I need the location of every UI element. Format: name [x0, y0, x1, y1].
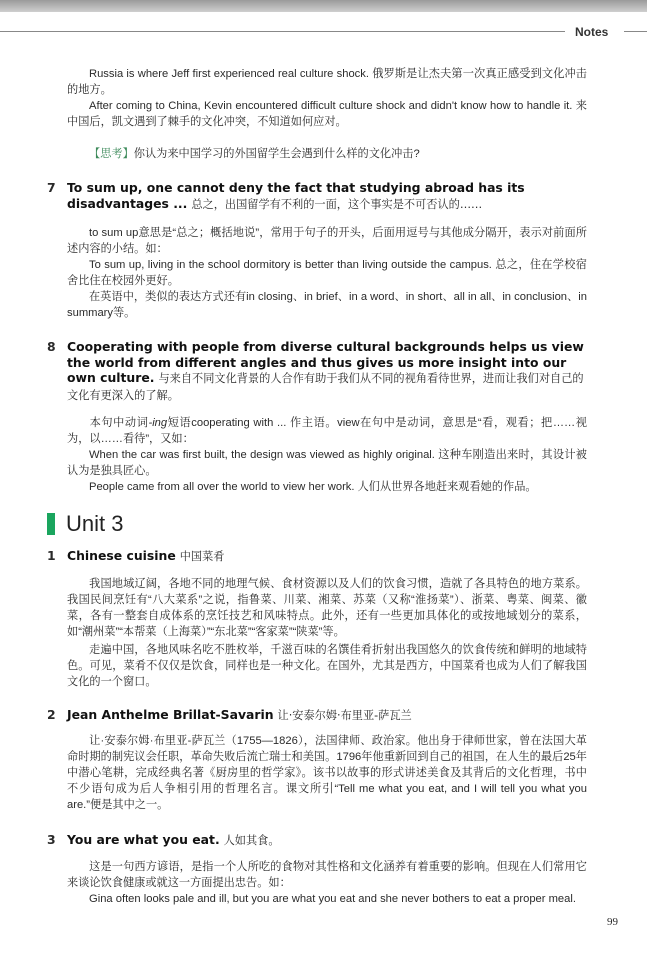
example: When the car was first built, the design was viewed as highly original. 这种车刚造出来时，其设计被认为是独具匠心。 [67, 449, 587, 477]
header-rule-right [624, 31, 647, 32]
paragraph: 在英语中，类似的表达方式还有in closing、in brief、in a word、in short、all in all、in conclusion、in summary等。 [67, 291, 587, 319]
note-item-7: 7 To sum up, one cannot deny the fact that studying abroad has its disadvantages ... 总之，出国留学有不利的一面，这个事实是不可否认的…… [47, 180, 525, 211]
example: To sum up, living in the school dormitory is better than living outside the campus. 总之，住在学校宿舍比住在校园外更好。 [67, 259, 587, 287]
paragraph: 这是一句西方谚语，是指一个人所吃的食物对其性格和文化涵养有着重要的影响。但现在人们常用它来谈论饮食健康或就这一方面提出忠告。如： [67, 860, 587, 889]
example: People came from all over the world to view her work. 人们从世界各地赶来观看她的作品。 [89, 481, 537, 493]
page-number: 99 [607, 916, 618, 928]
paragraph: 让·安泰尔姆·布里亚-萨瓦兰（1755—1826），法国律师、政治家。他出身于律师世家，曾在法国大革命时期的制宪议会任职，革命失败后流亡瑞士和美国。1796年他重新回到自己的祖国，在人生的最后25年中潜心笔耕，完成经典名著《厨房里的哲学家》。该书以故事的形式讲述美食及其背后的文化哲理，书中不少语句成为后人争相引用的哲理名言。课文所引“Tell me what you eat, and I will tell you what you are.”便是其中之一。 [67, 735, 587, 811]
note-item-1: 1 Chinese cuisine 中国菜肴 [47, 548, 225, 563]
note-item-2: 2 Jean Anthelme Brillat-Savarin 让·安泰尔姆·布里亚-萨瓦兰 [47, 706, 412, 722]
note-item-8: 8 Cooperating with people from diverse cultural backgrounds helps us view the world from different angles and thus gives us more insight into our own culture. 与来自不同文化背景的人合作有助于我们从不同的视角看待世界，进而让我们对自己的文化有更深入的了解。 [47, 339, 584, 402]
notes-content [47, 66, 587, 907]
header-rule [0, 31, 565, 32]
paragraph: After coming to China, Kevin encountered difficult culture shock and didn't know how to handle it. 来中国后，凯文遇到了棘手的文化冲突，不知道如何应对。 [67, 100, 587, 128]
paragraph: Russia is where Jeff first experienced real culture shock. 俄罗斯是让杰夫第一次真正感受到文化冲击的地方。 [67, 68, 587, 96]
note-item-3: 3 You are what you eat. 人如其食。 [47, 832, 280, 847]
unit-heading: Unit 3 [47, 512, 587, 536]
paragraph: 本句中动词-ing短语cooperating with ... 作主语。view在句中是动词，意思是“看，观看；把……视为，以……看待”，又如： [67, 417, 587, 445]
page-top-edge [0, 0, 647, 12]
think-prompt: 【思考】你认为来中国学习的外国留学生会遇到什么样的文化冲击? [89, 148, 420, 160]
paragraph: 走遍中国，各地风味名吃不胜枚举，千滋百味的名馔佳肴折射出我国悠久的饮食传统和鲜明的地域特色。可见，菜肴不仅仅是饮食，同样也是一种文化。在国外，尤其是西方，中国菜肴也成为人们了解我国文化的一个窗口。 [67, 643, 587, 688]
paragraph: 我国地域辽阔，各地不同的地理气候、食材资源以及人们的饮食习惯，造就了各具特色的地方菜系。我国民间烹饪有“八大菜系”之说，指鲁菜、川菜、湘菜、苏菜（又称“淮扬菜”）、浙菜、粤菜、闽菜、徽菜，各有一整套自成体系的烹饪技艺和风味特点。此外，还有一些更加具体化的或按地域划分的菜系，如“潮州菜”“本帮菜（上海菜）”“东北菜”“客家菜”“陕菜”等。 [67, 577, 587, 638]
example: Gina often looks pale and ill, but you are what you eat and she never bothers to eat a proper meal. [89, 892, 576, 905]
paragraph: to sum up意思是“总之；概括地说”，常用于句子的开头，后面用逗号与其他成分隔开，表示对前面所述内容的小结。如： [67, 227, 587, 255]
section-header: Notes [575, 25, 609, 39]
unit-marker [47, 513, 55, 535]
